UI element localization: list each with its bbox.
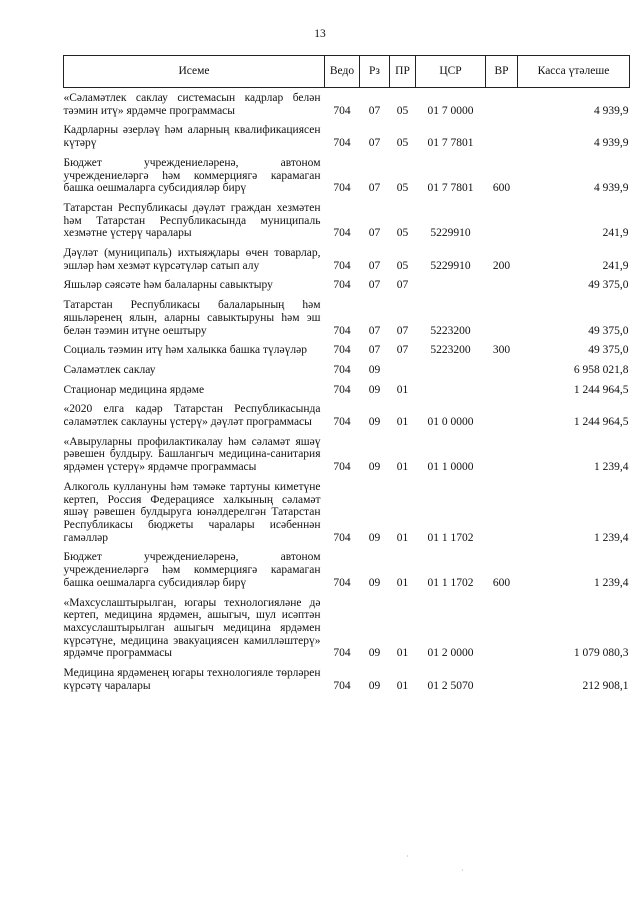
row-vr — [486, 120, 518, 152]
row-csr: 01 1 0000 — [427, 461, 474, 474]
row-pr: 01 — [396, 531, 409, 544]
table-row — [64, 340, 630, 360]
row-name: Бюджет учреждениеләренә, автоном учреждениеләргә һәм коммерциягә карамаган башка оешмаларга субсидияләр бирү — [63, 551, 321, 589]
row-rz: 07 — [368, 227, 381, 240]
header-vr: ВР — [486, 56, 518, 88]
header-csr: ЦСР — [416, 56, 486, 88]
table-row — [64, 243, 630, 275]
row-vedo: 704 — [333, 227, 351, 240]
budget-table — [63, 55, 630, 695]
row-pr: 05 — [396, 227, 409, 240]
table-row — [64, 399, 630, 431]
row-pr: 01 — [396, 576, 409, 589]
row-pr: 01 — [396, 461, 409, 474]
row-pr — [390, 360, 416, 380]
row-vr: 200 — [492, 259, 511, 272]
table-row — [64, 432, 630, 477]
table-row — [64, 120, 630, 152]
row-csr: 01 7 7801 — [427, 137, 474, 150]
header-pr: ПР — [390, 56, 416, 88]
row-csr: 01 2 0000 — [427, 647, 474, 660]
row-amount: 4 939,9 — [594, 182, 629, 195]
header-vedo: Ведо — [325, 56, 360, 88]
row-rz: 07 — [368, 344, 381, 357]
row-rz: 09 — [368, 679, 381, 692]
table-row — [64, 477, 630, 548]
row-pr: 05 — [396, 259, 409, 272]
row-name: Кадрларны әзерләү һәм аларның квалификациясен күтәрү — [63, 124, 321, 150]
table-row — [64, 198, 630, 243]
table-row — [64, 295, 630, 340]
row-amount: 49 375,0 — [588, 279, 629, 292]
row-vedo: 704 — [333, 576, 351, 589]
row-vedo: 704 — [333, 104, 351, 117]
row-pr: 07 — [396, 344, 409, 357]
row-vedo: 704 — [333, 279, 351, 292]
row-pr: 05 — [396, 104, 409, 117]
row-name: Татарстан Республикасы дәүләт граждан хезмәтен һәм Татарстан Республикасында муниципаль хезмәтне үстерү чаралары — [63, 201, 321, 240]
row-vr — [486, 360, 518, 380]
row-rz: 07 — [368, 137, 381, 150]
row-amount: 1 239,4 — [594, 576, 629, 589]
row-amount: 1 239,4 — [594, 531, 629, 544]
row-csr — [416, 380, 486, 400]
row-name: «Махсуслаштырылган, югары технологияләне дә кертеп, медицина ярдәмен, ашыгыч, шул исәптән махсуслаштырылган ашыгыч медицина ярдәмен күрсәтүне, медицина эвакуациясен камилләштерү» ярдәмче программасы — [63, 596, 321, 660]
row-vedo: 704 — [333, 324, 351, 337]
table-row — [64, 380, 630, 400]
row-vedo: 704 — [333, 647, 351, 660]
table-row — [64, 360, 630, 380]
row-vr — [486, 295, 518, 340]
row-vr — [486, 593, 518, 664]
row-vedo: 704 — [333, 137, 351, 150]
row-csr: 01 1 1702 — [427, 531, 474, 544]
row-csr: 01 7 7801 — [427, 182, 474, 195]
row-name: Стационар медицина ярдәме — [63, 383, 205, 396]
row-pr: 05 — [396, 182, 409, 195]
row-pr: 01 — [396, 416, 409, 429]
row-name: Яшьләр сәясәте һәм балаларны савыктыру — [63, 279, 273, 292]
row-vedo: 704 — [333, 531, 351, 544]
table-row — [64, 275, 630, 295]
row-amount: 4 939,9 — [594, 137, 629, 150]
row-csr: 5223200 — [430, 344, 471, 357]
row-amount: 4 939,9 — [594, 104, 629, 117]
row-name: «Сәламәтлек саклау системасын кадрлар белән тәэмин итү» ярдәмче программасы — [63, 92, 321, 117]
row-vr — [486, 663, 518, 695]
table-header-row — [64, 56, 630, 88]
row-csr — [416, 275, 486, 295]
row-amount: 49 375,0 — [588, 344, 629, 357]
row-vedo: 704 — [333, 679, 351, 692]
row-vr: 300 — [492, 344, 511, 357]
table-row — [64, 547, 630, 592]
row-csr: 01 1 1702 — [427, 576, 474, 589]
row-rz: 09 — [368, 363, 381, 376]
row-vr — [486, 88, 518, 121]
row-vedo: 704 — [333, 363, 351, 376]
row-name: Бюджет учреждениеләренә, автоном учреждениеләргә һәм коммерциягә карамаган башка оешмаларга субсидияләр бирү — [63, 156, 321, 195]
row-amount: 49 375,0 — [588, 324, 629, 337]
row-vedo: 704 — [333, 344, 351, 357]
row-rz: 09 — [368, 461, 381, 474]
row-vr: 600 — [492, 576, 511, 589]
row-amount: 1 239,4 — [594, 461, 629, 474]
row-amount: 1 244 964,5 — [573, 416, 629, 429]
row-name: Дәүләт (муниципаль) ихтыяҗлары өчен товарлар, эшләр һәм хезмәт күрсәтүләр сатып алу — [63, 247, 321, 272]
row-pr: 01 — [396, 647, 409, 660]
page-number: 13 — [314, 28, 326, 40]
row-vr — [486, 275, 518, 295]
row-csr: 5229910 — [430, 227, 471, 240]
row-csr: 5229910 — [430, 259, 471, 272]
row-rz: 09 — [368, 531, 381, 544]
row-csr: 01 7 0000 — [427, 104, 474, 117]
table-row — [64, 663, 630, 695]
row-vr — [486, 477, 518, 548]
row-vedo: 704 — [333, 383, 351, 396]
row-pr: 07 — [396, 279, 409, 292]
header-kassa: Касса үтәлеше — [518, 56, 630, 88]
row-vr — [486, 432, 518, 477]
row-rz: 07 — [368, 259, 381, 272]
row-name: Татарстан Республикасы балаларының һәм яшьләренең ялын, аларны савыктыруны һәм эш белән тәэмин итүне оештыру — [63, 299, 321, 337]
row-vedo: 704 — [333, 461, 351, 474]
row-name: Медицина ярдәменең югары технологияле төрләрен күрсәтү чаралары — [63, 667, 321, 692]
row-name: Социаль тәэмин итү һәм халыкка башка түләүләр — [63, 344, 307, 357]
row-name: Сәламәтлек саклау — [63, 363, 156, 376]
row-amount: 241,9 — [602, 227, 629, 240]
row-vedo: 704 — [333, 416, 351, 429]
row-csr: 01 0 0000 — [427, 416, 474, 429]
row-rz: 07 — [368, 279, 381, 292]
table-row — [64, 153, 630, 198]
header-rz: Рз — [360, 56, 390, 88]
row-pr: 05 — [396, 137, 409, 150]
row-vedo: 704 — [333, 259, 351, 272]
row-csr: 5223200 — [430, 324, 471, 337]
row-amount: 212 908,1 — [582, 679, 629, 692]
table-row — [64, 88, 630, 121]
row-vr — [486, 380, 518, 400]
row-vr — [486, 399, 518, 431]
row-rz: 09 — [368, 647, 381, 660]
row-name: «Авыруларны профилактикалау һәм сәламәт яшәү рәвешен булдыру. Башлангыч медицина-санитария ярдәмен үстерү» ярдәмче программасы — [63, 435, 321, 474]
row-vr: 600 — [492, 182, 511, 195]
row-amount: 1 079 080,3 — [573, 647, 629, 660]
scan-speck: · — [406, 852, 409, 861]
row-amount: 1 244 964,5 — [573, 383, 629, 396]
row-rz: 09 — [368, 383, 381, 396]
row-amount: 241,9 — [602, 259, 629, 272]
row-amount: 6 958 021,8 — [573, 363, 629, 376]
row-rz: 09 — [368, 416, 381, 429]
row-rz: 07 — [368, 324, 381, 337]
row-rz: 07 — [368, 182, 381, 195]
row-name: «2020 елга кадәр Татарстан Республикасында сәламәтлек саклауны үстерү» дәүләт программасы — [63, 403, 321, 429]
row-pr: 01 — [396, 383, 409, 396]
row-name: Алкоголь куллануны һәм тәмәке тартуны киметүне кертеп, Россия Федерациясе халкының сәламәт яшәү рәвешен булдыруга юнәлдерелгән Татарстан Республикасы бюджеты чаралары исәбеннән гамәлләр — [63, 480, 321, 544]
row-vedo: 704 — [333, 182, 351, 195]
row-pr: 01 — [396, 679, 409, 692]
header-name: Исеме — [64, 56, 325, 88]
row-pr: 07 — [396, 324, 409, 337]
row-vr — [486, 198, 518, 243]
row-rz: 07 — [368, 104, 381, 117]
scan-speck: · — [461, 866, 464, 875]
table-row — [64, 593, 630, 664]
row-csr — [416, 360, 486, 380]
row-csr: 01 2 5070 — [427, 679, 474, 692]
row-rz: 09 — [368, 576, 381, 589]
